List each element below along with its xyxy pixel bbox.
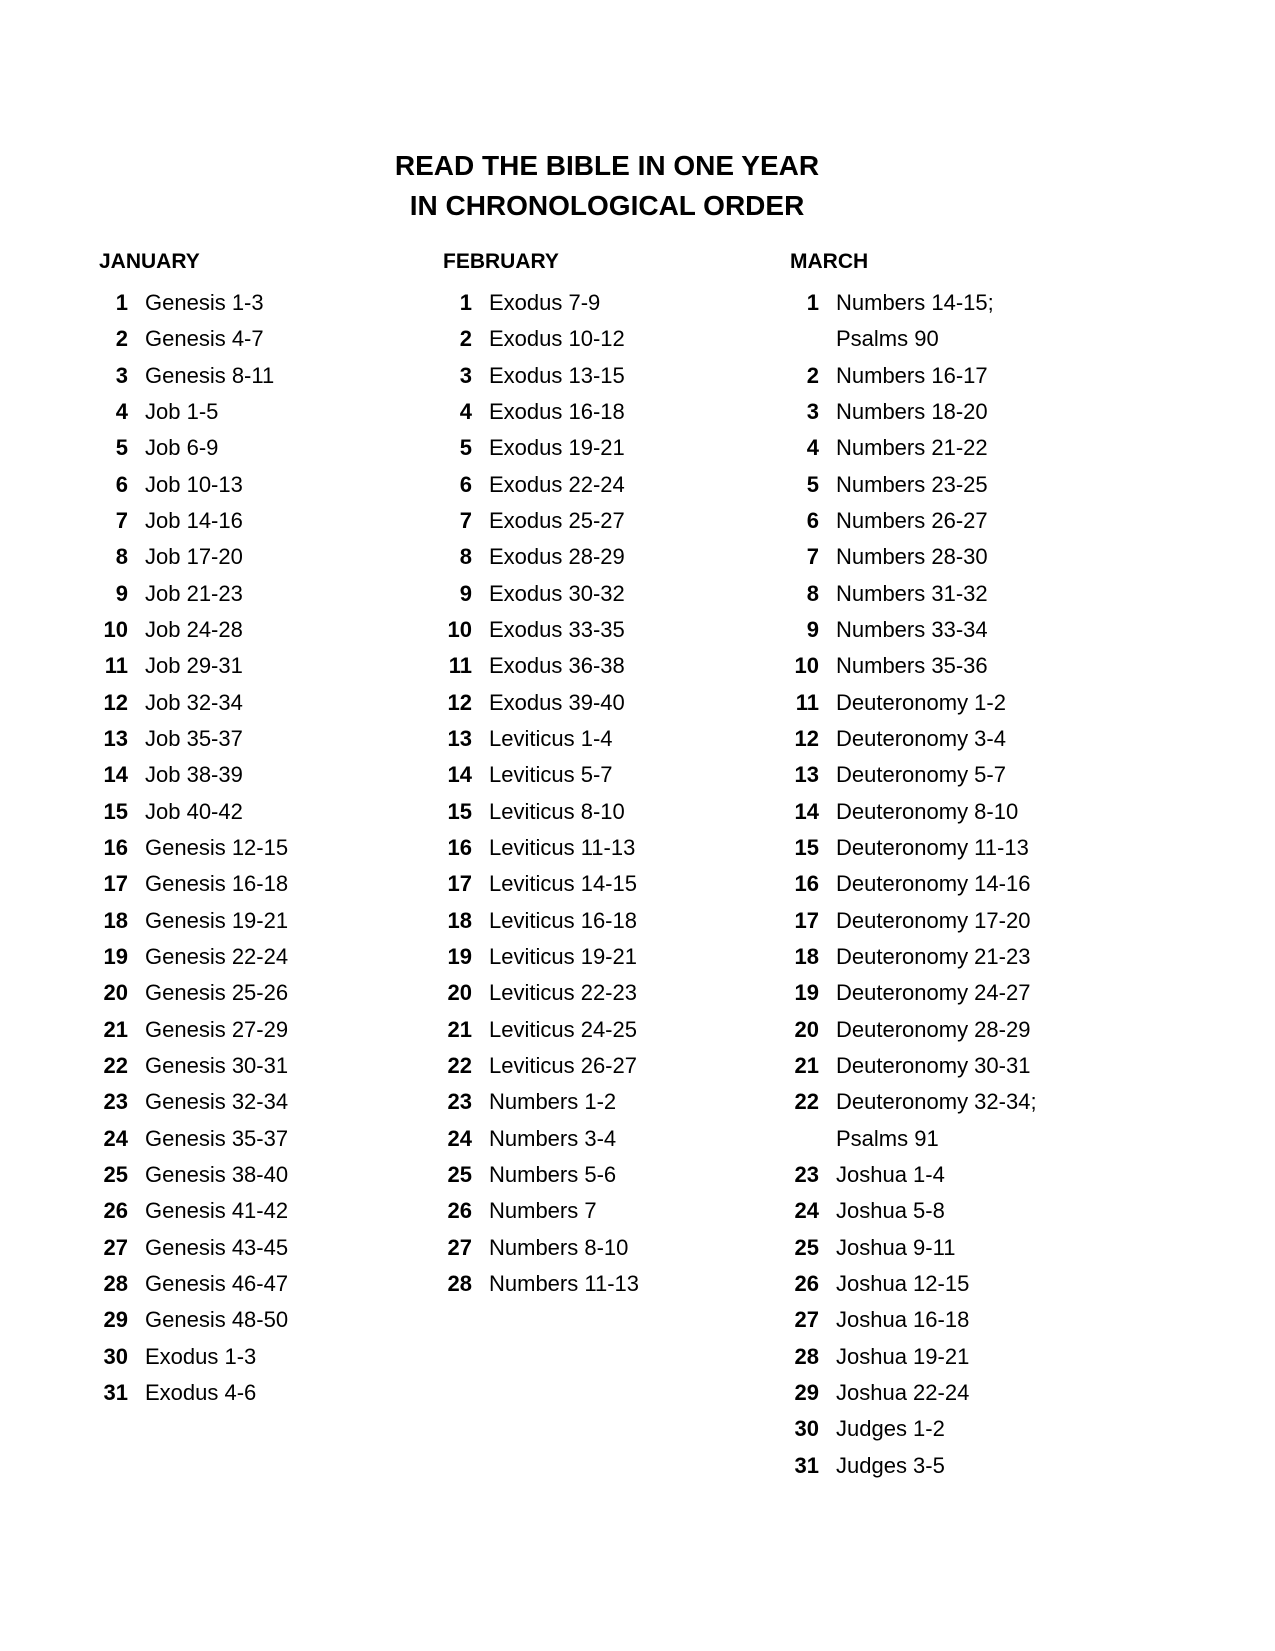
reading-text: Job 21-23 bbox=[145, 580, 243, 606]
reading-text: Exodus 4-6 bbox=[145, 1379, 257, 1405]
day-number: 22 bbox=[794, 1089, 819, 1115]
day-number: 5 bbox=[806, 471, 819, 497]
reading-row bbox=[443, 1266, 639, 1302]
day-number: 30 bbox=[103, 1343, 128, 1369]
reading-text: Joshua 1-4 bbox=[836, 1161, 945, 1187]
reading-row bbox=[443, 1157, 639, 1193]
day-number: 24 bbox=[794, 1198, 819, 1224]
month-heading: FEBRUARY bbox=[443, 250, 559, 273]
day-number: 8 bbox=[806, 580, 819, 606]
reading-row bbox=[443, 757, 639, 793]
month-heading: JANUARY bbox=[99, 250, 200, 273]
reading-row-continuation bbox=[790, 1121, 1037, 1157]
reading-row bbox=[443, 794, 639, 830]
reading-row bbox=[99, 1084, 288, 1120]
reading-row bbox=[790, 685, 1037, 721]
reading-row bbox=[790, 1048, 1037, 1084]
day-number: 18 bbox=[794, 943, 819, 969]
day-number: 27 bbox=[447, 1234, 472, 1260]
reading-text: Genesis 16-18 bbox=[145, 871, 289, 897]
day-number: 17 bbox=[447, 871, 472, 897]
reading-row bbox=[99, 1048, 288, 1084]
page-title bbox=[99, 146, 1115, 226]
reading-row bbox=[99, 576, 288, 612]
reading-text: Job 14-16 bbox=[145, 507, 243, 533]
reading-text: Job 17-20 bbox=[145, 544, 243, 570]
day-number: 21 bbox=[103, 1016, 128, 1042]
day-number: 16 bbox=[103, 834, 128, 860]
reading-row bbox=[443, 1084, 639, 1120]
day-number: 14 bbox=[794, 798, 819, 824]
day-number: 27 bbox=[794, 1307, 819, 1333]
reading-row bbox=[790, 975, 1037, 1011]
day-number: 8 bbox=[459, 544, 472, 570]
reading-text: Numbers 18-20 bbox=[836, 398, 988, 424]
reading-row bbox=[99, 685, 288, 721]
day-number: 7 bbox=[806, 544, 819, 570]
reading-text: Exodus 7-9 bbox=[489, 290, 601, 315]
reading-text: Genesis 46-47 bbox=[145, 1270, 289, 1296]
reading-text: Joshua 19-21 bbox=[836, 1343, 970, 1369]
page-title-line1: READ THE BIBLE IN ONE YEAR bbox=[394, 150, 820, 181]
day-number: 26 bbox=[103, 1198, 128, 1224]
reading-text: Exodus 22-24 bbox=[489, 471, 625, 497]
day-number: 25 bbox=[103, 1161, 128, 1187]
reading-row bbox=[443, 1121, 639, 1157]
reading-text: Genesis 41-42 bbox=[145, 1198, 289, 1224]
day-number: 23 bbox=[794, 1161, 819, 1187]
day-number: 1 bbox=[806, 290, 819, 315]
reading-text: Numbers 23-25 bbox=[836, 471, 988, 497]
reading-text: Numbers 33-34 bbox=[836, 616, 988, 642]
reading-text: Numbers 26-27 bbox=[836, 507, 988, 533]
reading-text: Joshua 16-18 bbox=[836, 1307, 970, 1333]
reading-rows bbox=[790, 285, 1037, 1484]
day-number: 4 bbox=[459, 398, 472, 424]
reading-row bbox=[443, 285, 639, 321]
reading-text: Job 24-28 bbox=[145, 616, 243, 642]
reading-row bbox=[790, 1411, 1037, 1447]
reading-row bbox=[99, 1121, 288, 1157]
reading-text: Deuteronomy 14-16 bbox=[836, 871, 1031, 897]
reading-row bbox=[790, 1448, 1037, 1484]
day-number: 1 bbox=[115, 290, 128, 315]
day-number: 19 bbox=[447, 943, 472, 969]
reading-row bbox=[790, 1266, 1037, 1302]
reading-text: Psalms 90 bbox=[836, 326, 939, 352]
day-number: 26 bbox=[794, 1270, 819, 1296]
day-number: 23 bbox=[103, 1089, 128, 1115]
reading-row bbox=[443, 1048, 639, 1084]
day-number: 22 bbox=[447, 1052, 472, 1078]
day-number: 29 bbox=[794, 1379, 819, 1405]
reading-text: Exodus 25-27 bbox=[489, 507, 625, 533]
reading-row bbox=[443, 394, 639, 430]
reading-text: Genesis 43-45 bbox=[145, 1234, 289, 1260]
month-column-january bbox=[99, 247, 288, 1411]
day-number: 27 bbox=[103, 1234, 128, 1260]
reading-row bbox=[443, 1012, 639, 1048]
day-number: 14 bbox=[103, 762, 128, 788]
reading-text: Leviticus 5-7 bbox=[489, 762, 613, 788]
reading-row bbox=[790, 757, 1037, 793]
reading-text: Leviticus 14-15 bbox=[489, 871, 637, 897]
day-number: 17 bbox=[103, 871, 128, 897]
reading-text: Genesis 12-15 bbox=[145, 834, 289, 860]
day-number: 12 bbox=[103, 689, 128, 715]
reading-row bbox=[99, 866, 288, 902]
day-number: 5 bbox=[459, 435, 472, 461]
reading-text: Leviticus 24-25 bbox=[489, 1016, 637, 1042]
day-number: 11 bbox=[795, 689, 819, 715]
reading-row bbox=[443, 576, 639, 612]
reading-row bbox=[790, 648, 1037, 684]
day-number: 28 bbox=[103, 1270, 128, 1296]
reading-text: Job 40-42 bbox=[145, 798, 243, 824]
reading-row bbox=[790, 539, 1037, 575]
reading-row bbox=[99, 503, 288, 539]
reading-text: Genesis 19-21 bbox=[145, 907, 289, 933]
reading-row bbox=[99, 939, 288, 975]
reading-text: Exodus 13-15 bbox=[489, 362, 625, 388]
day-number: 24 bbox=[103, 1125, 128, 1151]
month-column-march bbox=[790, 247, 1037, 1484]
day-number: 13 bbox=[103, 725, 128, 751]
day-number: 2 bbox=[806, 362, 819, 388]
day-number: 6 bbox=[115, 471, 128, 497]
day-number: 20 bbox=[794, 1016, 819, 1042]
reading-row bbox=[790, 430, 1037, 466]
reading-row-continuation bbox=[790, 321, 1037, 357]
reading-row bbox=[99, 1193, 288, 1229]
reading-text: Numbers 28-30 bbox=[836, 544, 988, 570]
reading-row bbox=[99, 830, 288, 866]
day-number: 22 bbox=[103, 1052, 128, 1078]
reading-text: Job 6-9 bbox=[145, 435, 219, 461]
reading-text: Numbers 1-2 bbox=[489, 1089, 617, 1115]
reading-row bbox=[99, 612, 288, 648]
reading-row bbox=[790, 1157, 1037, 1193]
reading-text: Deuteronomy 8-10 bbox=[836, 798, 1019, 824]
reading-text: Job 29-31 bbox=[145, 653, 243, 679]
reading-text: Deuteronomy 24-27 bbox=[836, 980, 1031, 1006]
reading-text: Deuteronomy 30-31 bbox=[836, 1052, 1031, 1078]
reading-row bbox=[790, 1012, 1037, 1048]
reading-row bbox=[790, 358, 1037, 394]
reading-row bbox=[99, 648, 288, 684]
reading-row bbox=[790, 576, 1037, 612]
day-number: 25 bbox=[447, 1161, 472, 1187]
reading-row bbox=[443, 503, 639, 539]
reading-text: Leviticus 19-21 bbox=[489, 943, 637, 969]
reading-text: Numbers 16-17 bbox=[836, 362, 988, 388]
reading-text: Numbers 7 bbox=[489, 1198, 597, 1224]
day-number: 4 bbox=[806, 435, 819, 461]
reading-text: Joshua 12-15 bbox=[836, 1270, 970, 1296]
reading-row bbox=[99, 394, 288, 430]
reading-text: Genesis 27-29 bbox=[145, 1016, 289, 1042]
reading-text: Leviticus 26-27 bbox=[489, 1052, 637, 1078]
day-number: 2 bbox=[459, 326, 472, 352]
reading-text: Exodus 28-29 bbox=[489, 544, 625, 570]
day-number: 5 bbox=[115, 435, 128, 461]
reading-text: Leviticus 1-4 bbox=[489, 725, 613, 751]
day-number: 15 bbox=[103, 798, 128, 824]
reading-text: Deuteronomy 1-2 bbox=[836, 689, 1006, 715]
reading-row bbox=[790, 794, 1037, 830]
reading-row bbox=[99, 467, 288, 503]
reading-text: Leviticus 22-23 bbox=[489, 980, 637, 1006]
day-number: 21 bbox=[447, 1016, 472, 1042]
reading-text: Judges 3-5 bbox=[836, 1452, 945, 1478]
reading-row bbox=[99, 430, 288, 466]
day-number: 24 bbox=[447, 1125, 472, 1151]
reading-row bbox=[99, 1339, 288, 1375]
reading-text: Job 38-39 bbox=[145, 762, 243, 788]
day-number: 21 bbox=[794, 1052, 819, 1078]
day-number: 19 bbox=[103, 943, 128, 969]
reading-text: Genesis 30-31 bbox=[145, 1052, 289, 1078]
day-number: 11 bbox=[104, 653, 128, 679]
day-number: 9 bbox=[459, 580, 472, 606]
day-number: 28 bbox=[447, 1270, 472, 1296]
reading-text: Leviticus 16-18 bbox=[489, 907, 637, 933]
reading-row bbox=[790, 503, 1037, 539]
reading-text: Job 32-34 bbox=[145, 689, 243, 715]
reading-row bbox=[99, 1230, 288, 1266]
day-number: 25 bbox=[794, 1234, 819, 1260]
reading-row bbox=[99, 1266, 288, 1302]
reading-row bbox=[443, 685, 639, 721]
day-number: 30 bbox=[794, 1416, 819, 1442]
reading-text: Numbers 21-22 bbox=[836, 435, 988, 461]
reading-text: Numbers 31-32 bbox=[836, 580, 988, 606]
day-number: 26 bbox=[447, 1198, 472, 1224]
day-number: 18 bbox=[103, 907, 128, 933]
reading-text: Genesis 32-34 bbox=[145, 1089, 289, 1115]
reading-rows bbox=[443, 285, 639, 1302]
day-number: 19 bbox=[794, 980, 819, 1006]
reading-text: Genesis 38-40 bbox=[145, 1161, 289, 1187]
day-number: 10 bbox=[103, 616, 128, 642]
reading-text: Numbers 11-13 bbox=[489, 1270, 639, 1296]
day-number: 9 bbox=[115, 580, 128, 606]
reading-text: Exodus 30-32 bbox=[489, 580, 625, 606]
reading-row bbox=[99, 1302, 288, 1338]
reading-text: Exodus 19-21 bbox=[489, 435, 625, 461]
reading-text: Deuteronomy 11-13 bbox=[836, 834, 1029, 860]
reading-row bbox=[443, 321, 639, 357]
day-number: 20 bbox=[447, 980, 472, 1006]
day-number: 6 bbox=[459, 471, 472, 497]
reading-row bbox=[790, 394, 1037, 430]
reading-row bbox=[443, 721, 639, 757]
reading-row bbox=[443, 975, 639, 1011]
reading-text: Genesis 4-7 bbox=[145, 326, 264, 352]
reading-text: Exodus 33-35 bbox=[489, 616, 625, 642]
reading-row bbox=[443, 1193, 639, 1229]
reading-row bbox=[790, 1302, 1037, 1338]
reading-text: Job 10-13 bbox=[145, 471, 243, 497]
day-number: 3 bbox=[806, 398, 819, 424]
reading-rows bbox=[99, 285, 288, 1411]
reading-text: Genesis 22-24 bbox=[145, 943, 289, 969]
reading-row bbox=[790, 903, 1037, 939]
reading-row bbox=[99, 1012, 288, 1048]
page-title-line2: IN CHRONOLOGICAL ORDER bbox=[409, 190, 805, 221]
reading-row bbox=[99, 975, 288, 1011]
day-number: 10 bbox=[794, 653, 819, 679]
reading-text: Exodus 36-38 bbox=[489, 653, 625, 679]
reading-text: Deuteronomy 32-34; bbox=[836, 1089, 1037, 1115]
reading-text: Joshua 22-24 bbox=[836, 1379, 970, 1405]
reading-text: Genesis 1-3 bbox=[145, 290, 264, 315]
reading-row bbox=[99, 721, 288, 757]
day-number bbox=[790, 321, 819, 357]
reading-text: Genesis 48-50 bbox=[145, 1307, 289, 1333]
reading-text: Numbers 5-6 bbox=[489, 1161, 617, 1187]
day-number: 9 bbox=[806, 616, 819, 642]
day-number: 20 bbox=[103, 980, 128, 1006]
reading-row bbox=[443, 830, 639, 866]
reading-row bbox=[790, 612, 1037, 648]
reading-text: Deuteronomy 28-29 bbox=[836, 1016, 1031, 1042]
reading-text: Job 1-5 bbox=[145, 398, 219, 424]
reading-row bbox=[790, 721, 1037, 757]
reading-row bbox=[99, 285, 288, 321]
day-number: 6 bbox=[806, 507, 819, 533]
month-column-february bbox=[443, 247, 639, 1302]
day-number: 12 bbox=[794, 725, 819, 751]
day-number: 14 bbox=[447, 762, 472, 788]
day-number: 13 bbox=[447, 725, 472, 751]
month-heading: MARCH bbox=[790, 250, 869, 273]
day-number: 16 bbox=[794, 871, 819, 897]
reading-text: Genesis 8-11 bbox=[145, 362, 275, 388]
reading-row bbox=[790, 830, 1037, 866]
reading-row bbox=[443, 866, 639, 902]
day-number bbox=[790, 1121, 819, 1157]
day-number: 15 bbox=[447, 798, 472, 824]
reading-row bbox=[99, 321, 288, 357]
reading-row bbox=[99, 757, 288, 793]
reading-text: Job 35-37 bbox=[145, 725, 243, 751]
reading-row bbox=[790, 1084, 1037, 1120]
reading-row bbox=[443, 1230, 639, 1266]
day-number: 23 bbox=[447, 1089, 472, 1115]
reading-text: Deuteronomy 17-20 bbox=[836, 907, 1031, 933]
day-number: 16 bbox=[447, 834, 472, 860]
day-number: 7 bbox=[459, 507, 472, 533]
reading-row bbox=[790, 1230, 1037, 1266]
day-number: 3 bbox=[459, 362, 472, 388]
reading-text: Exodus 10-12 bbox=[489, 326, 625, 352]
day-number: 13 bbox=[794, 762, 819, 788]
reading-text: Exodus 1-3 bbox=[145, 1343, 257, 1369]
reading-text: Genesis 35-37 bbox=[145, 1125, 289, 1151]
reading-row bbox=[443, 939, 639, 975]
day-number: 15 bbox=[794, 834, 819, 860]
reading-text: Joshua 5-8 bbox=[836, 1198, 945, 1224]
reading-row bbox=[443, 903, 639, 939]
day-number: 11 bbox=[448, 653, 472, 679]
reading-row bbox=[790, 285, 1037, 321]
reading-text: Numbers 14-15; bbox=[836, 290, 994, 315]
reading-row bbox=[790, 1339, 1037, 1375]
day-number: 29 bbox=[103, 1307, 128, 1333]
day-number: 31 bbox=[103, 1379, 128, 1405]
reading-row bbox=[99, 539, 288, 575]
day-number: 18 bbox=[447, 907, 472, 933]
reading-row bbox=[790, 467, 1037, 503]
day-number: 2 bbox=[115, 326, 128, 352]
reading-text: Exodus 39-40 bbox=[489, 689, 625, 715]
day-number: 10 bbox=[447, 616, 472, 642]
reading-row bbox=[790, 939, 1037, 975]
reading-row bbox=[443, 539, 639, 575]
reading-text: Leviticus 11-13 bbox=[489, 834, 636, 860]
reading-row bbox=[99, 903, 288, 939]
reading-row bbox=[443, 430, 639, 466]
day-number: 1 bbox=[459, 290, 472, 315]
reading-row bbox=[443, 358, 639, 394]
day-number: 8 bbox=[115, 544, 128, 570]
day-number: 31 bbox=[794, 1452, 819, 1478]
day-number: 12 bbox=[447, 689, 472, 715]
reading-text: Deuteronomy 21-23 bbox=[836, 943, 1031, 969]
day-number: 28 bbox=[794, 1343, 819, 1369]
reading-row bbox=[790, 866, 1037, 902]
day-number: 3 bbox=[115, 362, 128, 388]
reading-text: Psalms 91 bbox=[836, 1125, 939, 1151]
reading-text: Genesis 25-26 bbox=[145, 980, 289, 1006]
reading-row bbox=[443, 467, 639, 503]
reading-text: Numbers 8-10 bbox=[489, 1234, 629, 1260]
reading-row bbox=[99, 794, 288, 830]
reading-text: Exodus 16-18 bbox=[489, 398, 625, 424]
reading-text: Leviticus 8-10 bbox=[489, 798, 625, 824]
day-number: 7 bbox=[115, 507, 128, 533]
reading-row bbox=[99, 1375, 288, 1411]
reading-text: Joshua 9-11 bbox=[836, 1234, 956, 1260]
reading-text: Numbers 3-4 bbox=[489, 1125, 617, 1151]
reading-row bbox=[99, 1157, 288, 1193]
reading-text: Deuteronomy 3-4 bbox=[836, 725, 1006, 751]
reading-row bbox=[99, 358, 288, 394]
reading-row bbox=[790, 1193, 1037, 1229]
reading-row bbox=[443, 612, 639, 648]
reading-text: Numbers 35-36 bbox=[836, 653, 988, 679]
reading-row bbox=[443, 648, 639, 684]
reading-text: Deuteronomy 5-7 bbox=[836, 762, 1006, 788]
day-number: 17 bbox=[794, 907, 819, 933]
reading-row bbox=[790, 1375, 1037, 1411]
day-number: 4 bbox=[115, 398, 128, 424]
reading-text: Judges 1-2 bbox=[836, 1416, 945, 1442]
